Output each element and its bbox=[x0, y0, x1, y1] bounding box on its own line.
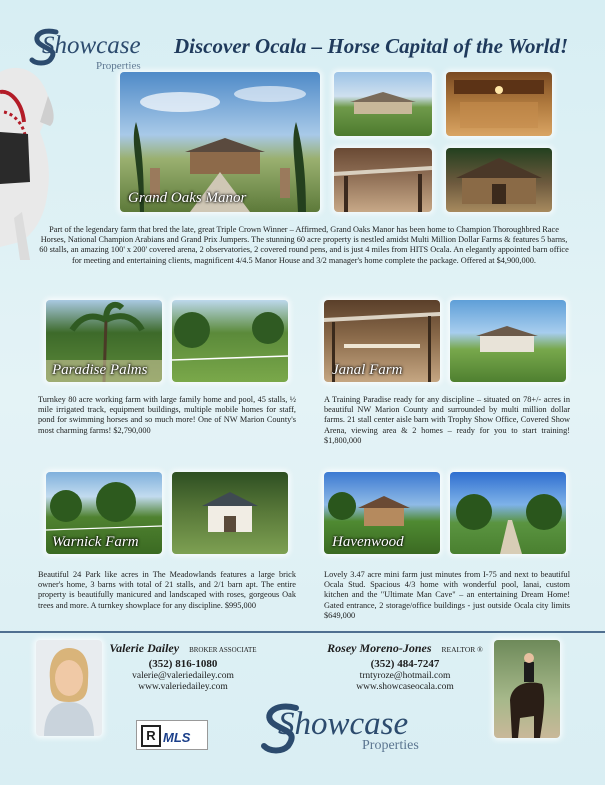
mls-logo: MLS bbox=[163, 730, 191, 745]
agent-block-rosey bbox=[320, 639, 490, 692]
featured-photo-barn bbox=[446, 148, 552, 212]
footer-logo-sub: Properties bbox=[362, 738, 419, 753]
footer-logo-main: Showcase bbox=[278, 706, 409, 742]
listing-caption-janal-farm: Janal Farm bbox=[332, 362, 403, 378]
featured-description: Part of the legendary farm that bred the late, great Triple Crown Winner – Affirmed, Grand Oaks Manor has been home to Champion Thoroughbred Race Horses, National Champion Arabians and Grand Prix Jumpers. The stunning 60 acre property is nestled amidst Multi Million Dollar Farms & features 5 barns, 60 stalls, an amazing 100' x 200' covered arena, 2 observatories, 2 covered round pens, and is just 4 miles from HITS Ocala. An elegantly appointed barn office for meeting and entertaining clients, magnificent 4/4.5 Manor House and 3/2 manager's home complete the package. Offered at $4,900,000. bbox=[39, 225, 569, 265]
footer-logo bbox=[258, 700, 458, 754]
agent-title: BROKER ASSOCIATE bbox=[189, 646, 257, 654]
listing-description-havenwood: Lovely 3.47 acre mini farm just minutes from I-75 and next to beautiful Ocala Stud. Spacious 4/3 home with wonderful pool, lanai, custom kitchen and the "Ultimate Man Cave" – an entertaining Dream Home! Gated entrance, 2 storage/office buildings - just outside Ocala city limits $649,000 bbox=[324, 570, 570, 620]
listing-photo-havenwood-1 bbox=[324, 472, 440, 554]
listing-description-paradise-palms: Turnkey 80 acre working farm with large family home and pool, 45 stalls, ½ mile irrigated track, equipment buildings, multiple mobile homes for staff, pond for swimming horses and so much more! One of NW Marion County's most charming farms! $2,790,000 bbox=[38, 395, 296, 435]
listing-photo-janal-farm-2 bbox=[450, 300, 566, 382]
listing-photo-janal-farm-1 bbox=[324, 300, 440, 382]
agent-email[interactable]: trntyroze@hotmail.com bbox=[359, 671, 451, 681]
realtor-r-icon: R bbox=[141, 725, 161, 747]
agent-photo-valerie bbox=[36, 640, 102, 736]
agent-block-valerie bbox=[104, 639, 262, 692]
agent-name: Rosey Moreno-Jones bbox=[327, 641, 432, 655]
logo-sub-text: Properties bbox=[96, 60, 141, 72]
agent-website[interactable]: www.showcaseocala.com bbox=[356, 682, 454, 692]
agent-email[interactable]: valerie@valeriedailey.com bbox=[132, 671, 234, 681]
featured-photo-aerial bbox=[334, 72, 432, 136]
agent-title: REALTOR ® bbox=[441, 645, 483, 654]
listing-caption-havenwood: Havenwood bbox=[332, 534, 404, 550]
agent-website[interactable]: www.valeriedailey.com bbox=[138, 682, 228, 692]
featured-main-photo bbox=[120, 72, 320, 212]
featured-photo-interior bbox=[446, 72, 552, 136]
realtor-mls-logos bbox=[136, 720, 208, 750]
listing-photo-havenwood-2 bbox=[450, 472, 566, 554]
agent-phone: (352) 816-1080 bbox=[148, 658, 218, 670]
listing-caption-warnick-farm: Warnick Farm bbox=[52, 534, 139, 550]
featured-photo-arena bbox=[334, 148, 432, 212]
agent-phone: (352) 484-7247 bbox=[370, 658, 440, 670]
featured-caption: Grand Oaks Manor bbox=[128, 190, 247, 206]
listing-photo-paradise-palms-1 bbox=[46, 300, 162, 382]
agent-name: Valerie Dailey bbox=[109, 641, 180, 655]
listing-description-warnick-farm: Beautiful 24 Park like acres in The Meadowlands features a large brick owner's home, 3 barns with total of 21 stalls, and 2/1 barn apt. The entire property is beautifully manicured and landscaped with roses, gorgeous Oak trees and more. A turnkey showplace for any discipline. $995,000 bbox=[38, 570, 296, 610]
footer-separator bbox=[0, 631, 605, 633]
listing-photo-warnick-farm-1 bbox=[46, 472, 162, 554]
listing-photo-paradise-palms-2 bbox=[172, 300, 288, 382]
listing-photo-warnick-farm-2 bbox=[172, 472, 288, 554]
agent-photo-rosey bbox=[494, 640, 560, 738]
listing-caption-paradise-palms: Paradise Palms bbox=[52, 362, 148, 378]
logo-main-text: Showcase bbox=[42, 32, 141, 59]
page-headline: Discover Ocala – Horse Capital of the World! bbox=[174, 34, 569, 58]
listing-description-janal-farm: A Training Paradise ready for any discipline – situated on 78+/- acres in beautiful NW Marion County and surrounded by multi million dollar farms. 21 stall center aisle barn with Trophy Show Office, Covered Show Arena, viewing area & 2 homes – ready for you to start training! $1,800,000 bbox=[324, 395, 570, 445]
